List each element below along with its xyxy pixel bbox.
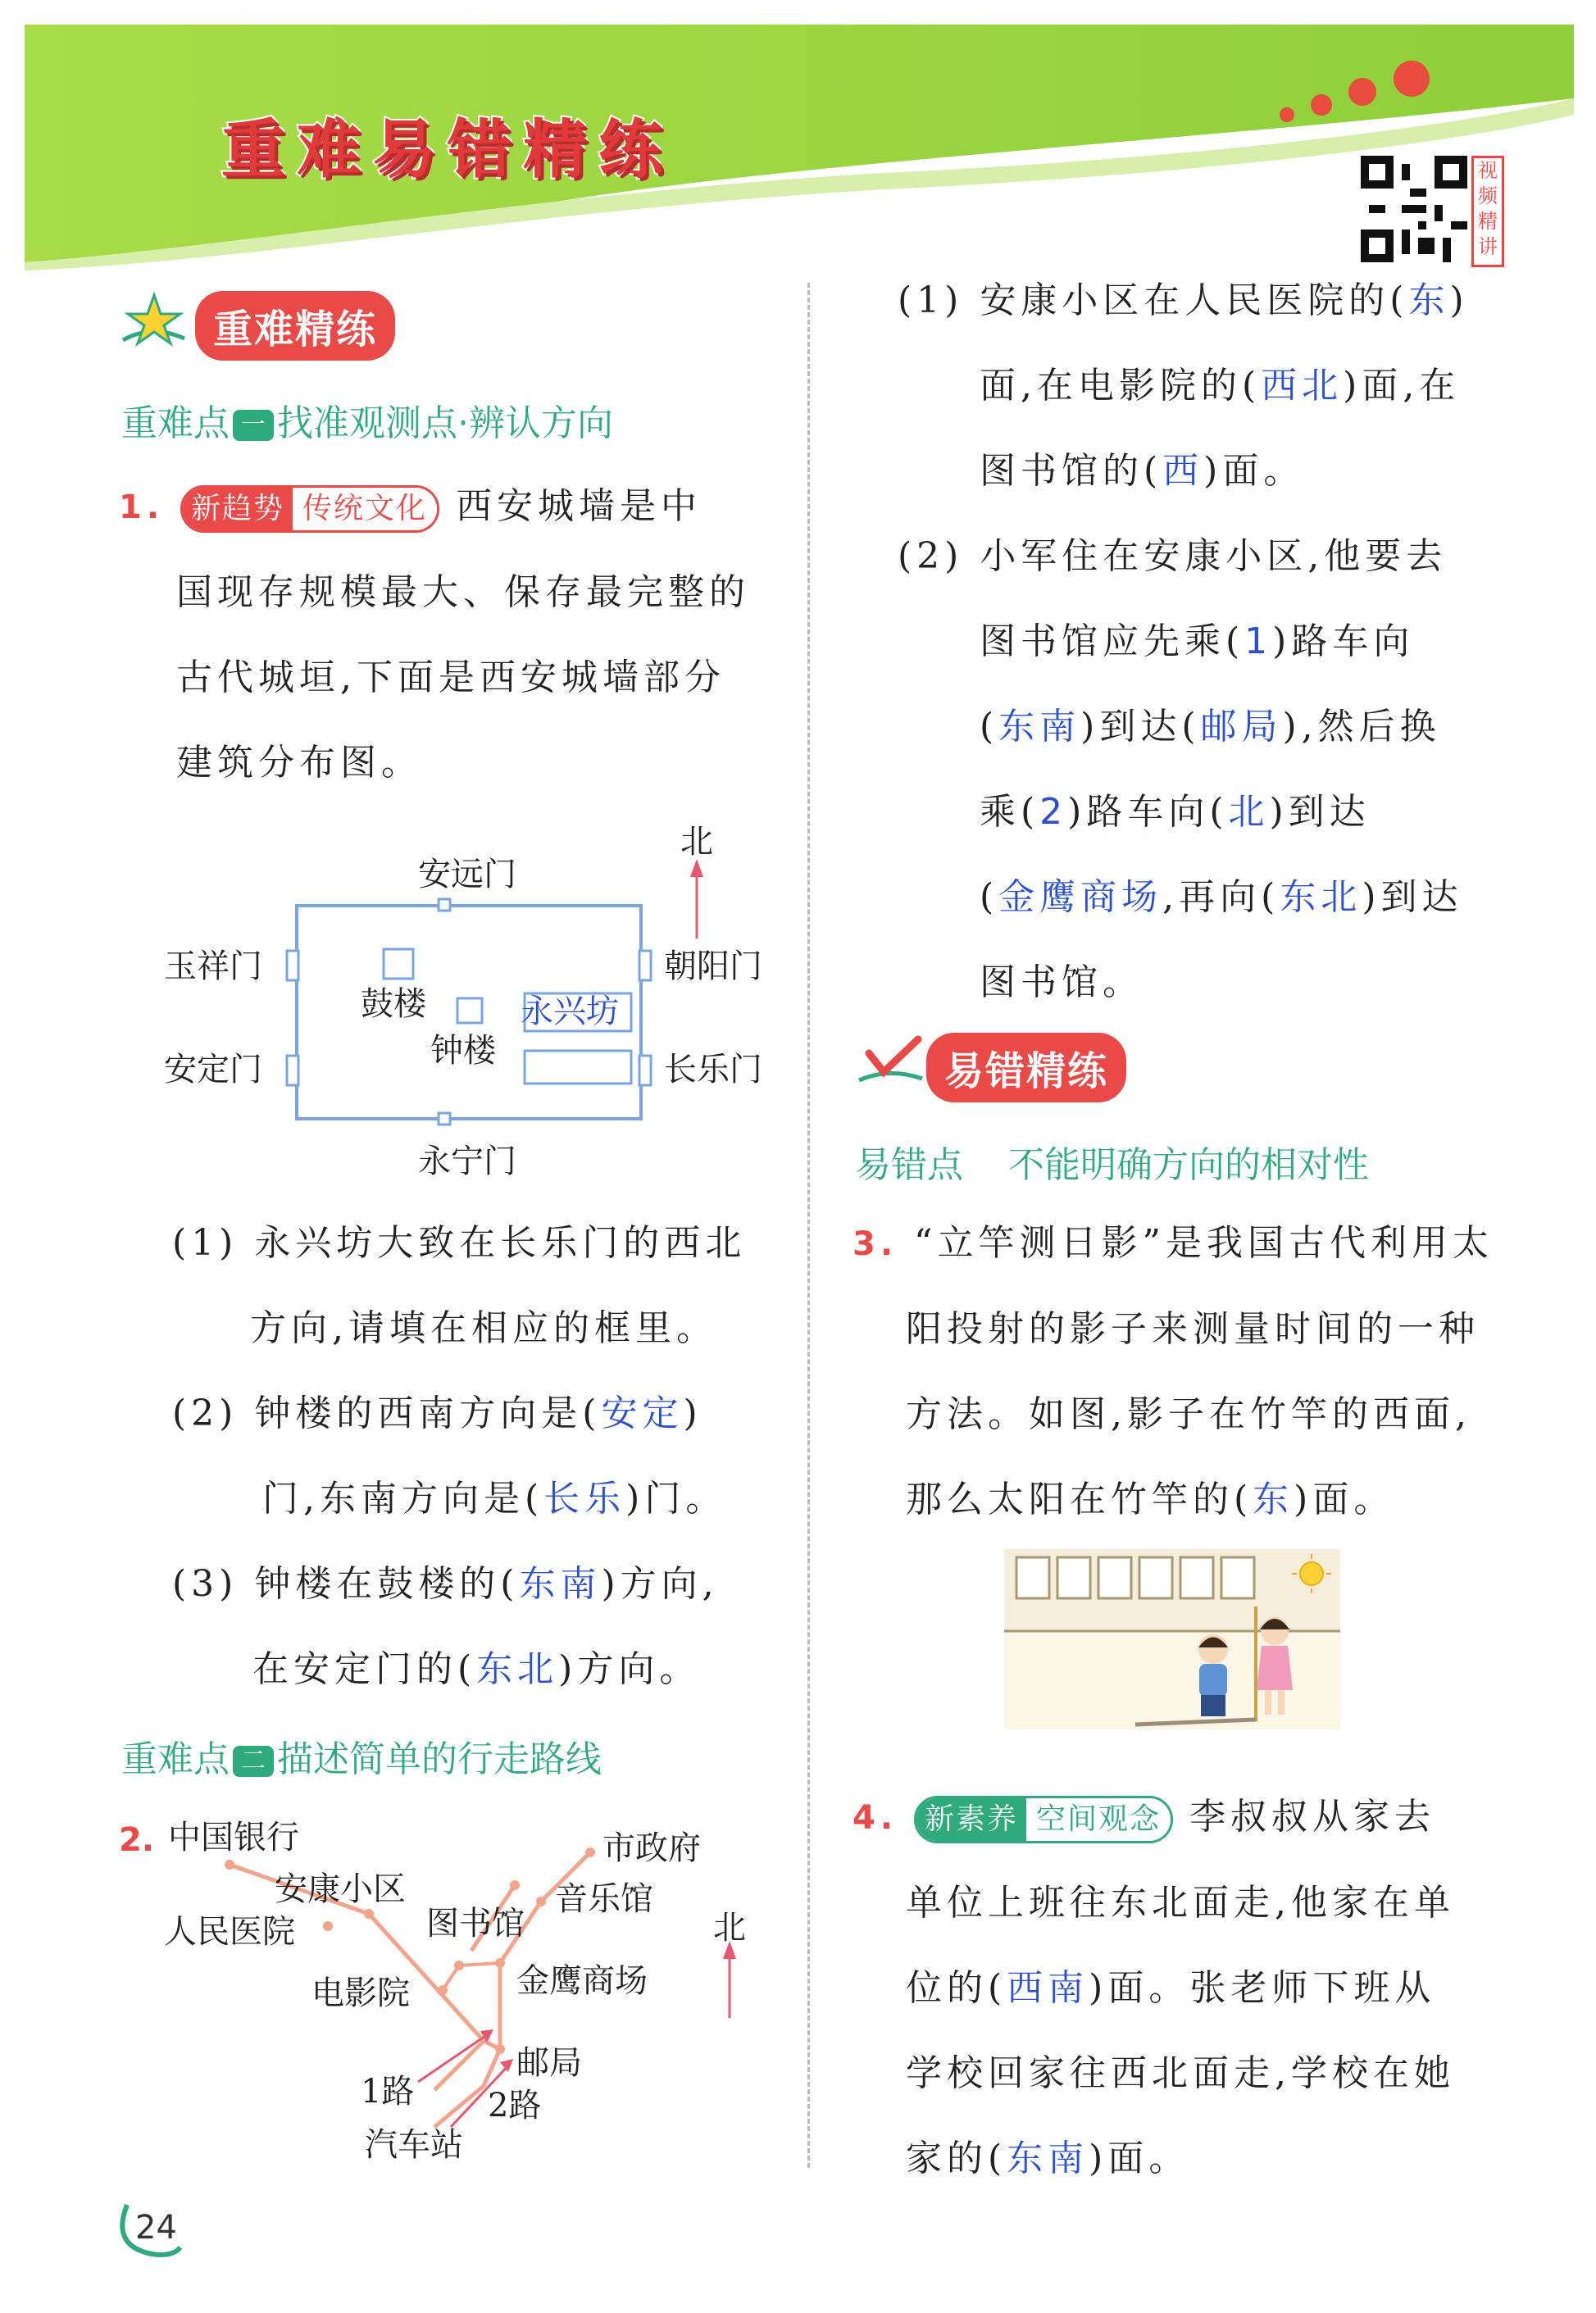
gate-left-top: 玉祥门 — [164, 947, 262, 985]
bell-tower-label: 钟楼 — [430, 1032, 496, 1070]
xian-wall-map — [156, 820, 795, 1188]
page-title: 重难易错精练 — [221, 113, 675, 187]
place-library: 图书馆 — [426, 1905, 525, 1943]
key-point-3: 易错点 不能明确方向的相对性 — [855, 1144, 1369, 1186]
gate-right-bottom: 长乐门 — [664, 1051, 762, 1088]
place-gov: 市政府 — [602, 1829, 701, 1867]
place-music: 音乐馆 — [555, 1880, 653, 1918]
gate-right-top: 朝阳门 — [664, 947, 762, 985]
section-label-key: 重难精练 — [195, 291, 395, 361]
key-point-2: 重难点 二 描述简单的行走路线 — [121, 1738, 602, 1780]
route-map — [156, 1803, 779, 2164]
place-hospital: 人民医院 — [164, 1913, 295, 1951]
answer-box-label: 永兴坊 — [521, 993, 619, 1030]
gate-left-bottom: 安定门 — [164, 1051, 262, 1088]
bus-1-label: 1路 — [361, 2073, 415, 2111]
gate-bottom: 永宁门 — [418, 1143, 516, 1180]
question-3: 3. “立竿测日影”是我国古代利用太 阳投射的影子来测量时间的一种 方法。如图,影子在竹竿的西面, 那么太阳在竹竿的(东)面。 — [853, 1222, 1494, 1520]
question-4: 4. 新素养 空间观念 李叔叔从家去 单位上班往东北面走,他家在单 位的(西南)面。张老师下班从 学校回家往西北面走,学校在她 家的(东南)面。 — [853, 1796, 1455, 2179]
place-community: 安康小区 — [275, 1870, 406, 1908]
question-2-answers: (1) 安康小区在人民医院的(东) 面,在电影院的(西北)面,在 图书馆的(西)面。 (2) 小军住在安康小区,他要去 图书馆应先乘(1)路车向 (东南)到达(邮局),然后换 乘(2)路车向(北)到达 (金鹰商场,再向(东北)到达 图书馆。 — [898, 279, 1469, 1003]
bus-2-label: 2路 — [488, 2087, 542, 2124]
map-north-label: 北 — [680, 823, 713, 861]
place-bank: 中国银行 — [168, 1819, 299, 1856]
question-1: 1. 新趋势 传统文化 西安城墙是中 国现存规模最大、保存最完整的 古代城垣,下面是西安城墙部分 建筑分布图。 — [119, 485, 750, 784]
sundial-illustration — [1004, 1549, 1340, 1729]
checkmark-icon — [853, 1033, 926, 1090]
column-divider — [807, 283, 810, 2168]
star-icon — [115, 291, 189, 348]
qr-code-icon[interactable] — [1361, 156, 1467, 262]
question-1-parts: (1) 永兴坊大致在长乐门的西北 方向,请填在相应的框里。 (2) 钟楼的西南方向是(安定) 门,东南方向是(长乐)门。 (3) 钟楼在鼓楼的(东南)方向, 在安定门的(东北)方向。 — [172, 1222, 747, 1690]
page-number: 24 — [135, 2209, 177, 2247]
route-north-label: 北 — [713, 1909, 746, 1947]
section-label-mistake: 易错精练 — [926, 1033, 1126, 1102]
place-mall: 金鹰商场 — [516, 1962, 648, 2000]
question-2-number: 2. — [119, 1821, 155, 1859]
drum-tower-label: 鼓楼 — [361, 985, 426, 1023]
place-station: 汽车站 — [365, 2126, 463, 2164]
gate-top: 安远门 — [418, 856, 516, 893]
place-post: 邮局 — [516, 2044, 582, 2082]
key-point-1: 重难点 一 找准观测点·辨认方向 — [121, 402, 613, 444]
place-cinema: 电影院 — [311, 1974, 410, 2012]
video-label: 视 频 精 讲 — [1471, 156, 1504, 267]
